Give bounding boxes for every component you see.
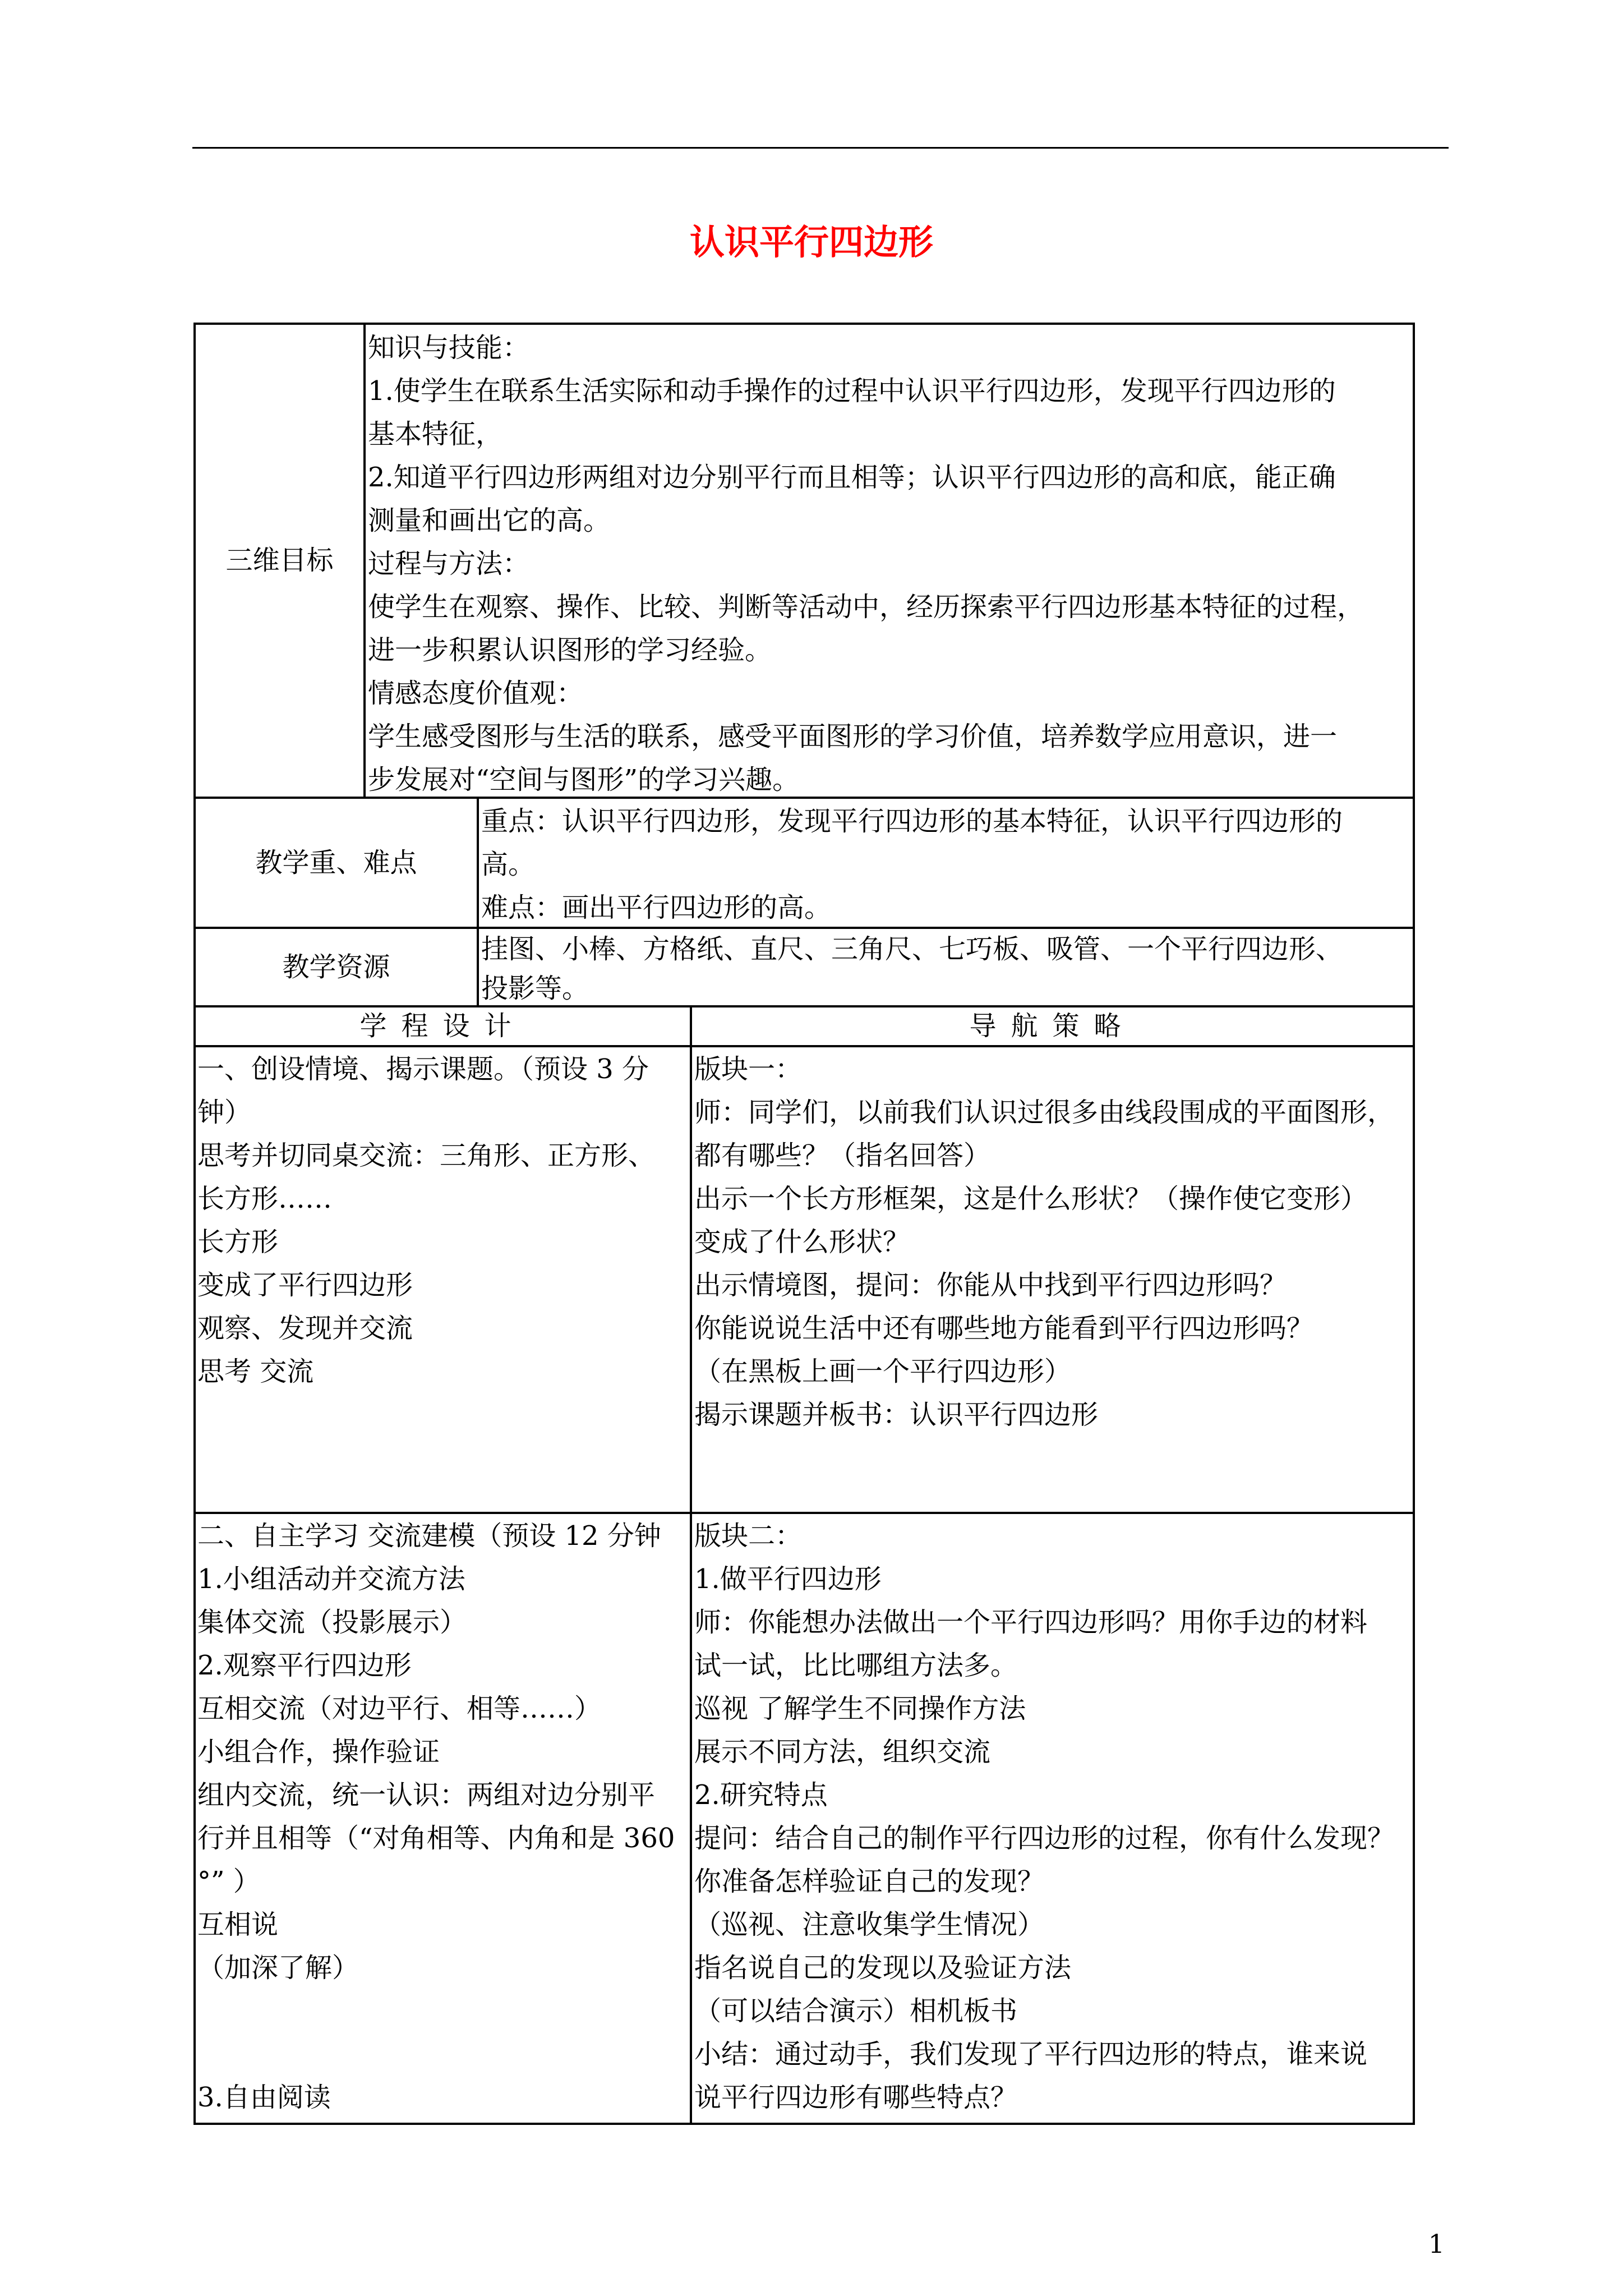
text-line: 巡视 了解学生不同操作方法 [694,1693,1026,1724]
text-line: 都有哪些？（指名回答） [694,1140,991,1171]
text-line: 互相交流（对边平行、相等……） [197,1693,602,1724]
text-line: 提问：结合自己的制作平行四边形的过程，你有什么发现？ [694,1823,1395,1854]
text-line: 难点：画出平行四边形的高。 [481,892,832,923]
text-line: 互相说 [197,1909,279,1940]
text-line [197,1990,689,2033]
text-line: 测量和画出它的高。 [368,505,611,536]
keypoints-content [481,800,1411,927]
col-divider-objectives [363,323,366,799]
text-line: 集体交流（投影展示） [197,1607,467,1638]
row-divider-header [193,1045,1415,1047]
text-line: 2.观察平行四边形 [197,1650,412,1681]
column-header-left: 学程设计 [359,1010,526,1042]
text-line: 1.做平行四边形 [694,1563,882,1595]
text-line: 二、自主学习 交流建模（预设 12 分钟 [197,1520,661,1552]
text-line: 1.小组活动并交流方法 [197,1563,465,1595]
text-line: 高。 [481,849,536,880]
text-line: 一、创设情境、揭示课题。（预设 3 分 [197,1053,649,1085]
text-line: 2.知道平行四边形两组对边分别平行而且相等；认识平行四边形的高和底，能正确 [368,462,1336,493]
text-line: （加深了解） [197,1952,359,1984]
text-line: 变成了什么形状？ [694,1226,910,1258]
text-line: 过程与方法： [368,548,530,579]
text-line [197,2033,689,2076]
resources-label: 教学资源 [282,951,390,983]
text-line: （巡视、注意收集学生情况） [694,1909,1045,1940]
text-line: 长方形 [197,1226,279,1258]
text-line: 指名说自己的发现以及验证方法 [694,1952,1072,1984]
text-line: °” ） [197,1866,260,1897]
text-line: （可以结合演示）相机板书 [694,1995,1018,2027]
text-line: 2.研究特点 [694,1779,828,1811]
text-line: 重点：认识平行四边形，发现平行四边形的基本特征，认识平行四边形的 [481,806,1343,837]
text-line: 试一试，比比哪组方法多。 [694,1650,1018,1681]
text-line: 展示不同方法，组织交流 [694,1736,991,1768]
text-line: 观察、发现并交流 [197,1313,413,1344]
text-line: 行并且相等（“对角相等、内角和是 360 [197,1823,675,1854]
text-line: 情感态度价值观： [368,678,584,709]
keypoints-label: 教学重、难点 [255,846,417,878]
text-line: 小组合作，操作验证 [197,1736,440,1768]
text-line: （在黑板上画一个平行四边形） [694,1356,1072,1387]
text-line: 师：你能想办法做出一个平行四边形吗？用你手边的材料 [694,1607,1368,1638]
text-line: 思考 交流 [197,1356,314,1387]
column-header-right: 导航策略 [969,1010,1136,1042]
table-border-bottom [193,2123,1415,2125]
text-line: 思考并切同桌交流：三角形、正方形、 [197,1140,656,1171]
objectives-content [368,326,1411,797]
section2-left [197,1515,689,2123]
text-line: 学生感受图形与生活的联系，感受平面图形的学习价值，培养数学应用意识，进一 [368,721,1338,752]
text-line: 出示一个长方形框架，这是什么形状？（操作使它变形） [694,1183,1368,1214]
text-line: 长方形…… [197,1183,333,1214]
resources-content [481,928,1411,1005]
section2-right [694,1515,1412,2123]
text-line: 步发展对“空间与图形”的学习兴趣。 [368,764,800,795]
col-divider-main [690,1005,692,2125]
table-border-right [1413,323,1415,2125]
text-line: 基本特征， [368,418,503,450]
text-line: 钟） [197,1097,252,1128]
text-line: 3.自由阅读 [197,2082,331,2113]
row-divider-section1 [193,1512,1415,1514]
page-number: 1 [1428,2229,1445,2259]
section1-left [197,1048,689,1512]
text-line: 出示情境图，提问：你能从中找到平行四边形吗？ [694,1269,1287,1301]
text-line: 投影等。 [481,973,589,1004]
text-line: 挂图、小棒、方格纸、直尺、三角尺、七巧板、吸管、一个平行四边形、 [481,933,1343,965]
text-line: 使学生在观察、操作、比较、判断等活动中，经历探索平行四边形基本特征的过程， [368,591,1364,623]
text-line: 组内交流，统一认识：两组对边分别平 [197,1779,656,1811]
document-title: 认识平行四边形 [689,222,933,263]
text-line: 变成了平行四边形 [197,1269,413,1301]
header-rule [192,147,1449,149]
text-line: 知识与技能： [368,332,530,364]
text-line: 版块二： [694,1520,803,1552]
text-line: 你准备怎样验证自己的发现？ [694,1866,1045,1897]
text-line: 进一步积累认识图形的学习经验。 [368,634,772,666]
section1-right [694,1048,1412,1512]
text-line: 说平行四边形有哪些特点？ [694,2082,1018,2113]
text-line: 你能说说生活中还有哪些地方能看到平行四边形吗？ [694,1313,1314,1344]
table-border-top [193,323,1415,325]
text-line: 版块一： [694,1053,803,1085]
text-line: 师：同学们，以前我们认识过很多由线段围成的平面图形， [694,1097,1395,1128]
col-divider-info [477,797,479,1007]
text-line: 小结：通过动手，我们发现了平行四边形的特点，谁来说 [694,2039,1368,2070]
text-line: 1.使学生在联系生活实际和动手操作的过程中认识平行四边形，发现平行四边形的 [368,375,1336,407]
objectives-label: 三维目标 [225,545,334,576]
text-line: 揭示课题并板书：认识平行四边形 [694,1399,1099,1430]
